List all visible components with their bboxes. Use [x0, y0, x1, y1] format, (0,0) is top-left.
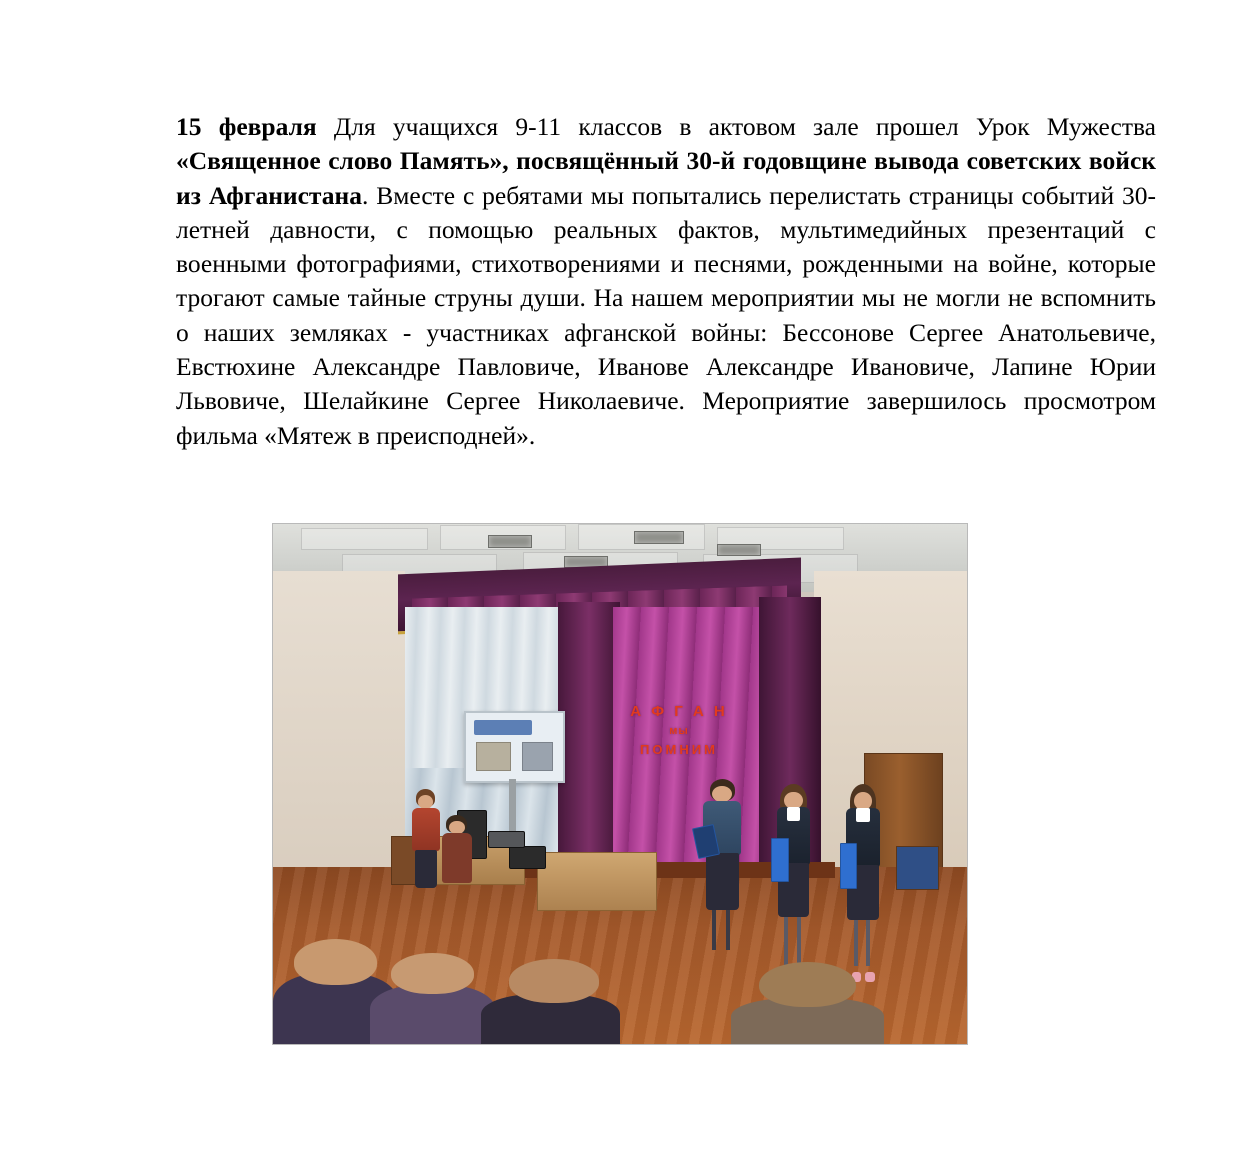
laptop [488, 831, 525, 849]
article-text-highlight: «Священное слово Память», посвящённый 30-й годовщине вывода советских войск из Афганистана [176, 146, 1156, 210]
event-photograph [272, 523, 968, 1045]
audience-head [391, 953, 474, 994]
article-paragraph [176, 110, 1156, 453]
slide-image-left [476, 742, 511, 771]
skirt [415, 850, 437, 888]
audience-head [294, 939, 377, 985]
ceiling-light [488, 535, 532, 548]
collar [856, 808, 869, 822]
person-operator [440, 815, 475, 883]
speaker [509, 846, 546, 869]
skirt [706, 853, 738, 909]
banner-line-3: ПОМНИМ [640, 741, 718, 757]
folder [771, 838, 789, 882]
article-text-block [176, 110, 1156, 453]
collar [787, 807, 800, 820]
projection-screen [464, 711, 565, 783]
article-date-lead: 15 февраля [176, 112, 317, 141]
slide-title-bar [474, 720, 532, 735]
slide-image-right [522, 742, 553, 771]
banner-line-2: мы [669, 725, 689, 738]
stage-banner-text [620, 701, 738, 760]
curtain-purple-left [558, 602, 620, 888]
ceiling-light [634, 531, 685, 544]
ceiling-tile [301, 528, 428, 550]
photo-scene [273, 524, 967, 1044]
folder [840, 843, 857, 888]
table-stage [537, 852, 657, 911]
head [449, 821, 464, 835]
article-text-part-3: . Вместе с ребятами мы попытались перелистать страницы событий 30-летней давности, с помощью реальных фактов, мультимедийных презентаций с военными фотографиями, стихотворениями и песнями, рожденными на войне, которые трогают самые тайные струны души. На нашем мероприятии мы не могли не вспомнить о наших земляках - участниках афганской войны: Бессонове Сергее Анатольевиче, Евстюхине Александре Павловиче, Иванове Александре Ивановиче, Лапине Юрии Львовиче, Шелайкине Сергее Николаевиче. Мероприятие завершилось просмотром фильма «Мятеж в преисподней». [176, 180, 1156, 450]
torso [442, 833, 473, 882]
wall-left [273, 571, 405, 904]
person-teacher-left [408, 789, 443, 888]
banner-line-1: А Ф Г А Н [630, 702, 728, 720]
audience-head [759, 962, 856, 1008]
chair-blue [896, 846, 940, 890]
audience-head [509, 959, 599, 1002]
article-text-part-1: Для учащихся 9-11 классов в актовом зале прошел Урок Мужества [316, 112, 1156, 141]
audience-foreground [273, 930, 967, 1044]
head [418, 795, 433, 809]
torso [412, 808, 440, 851]
ceiling-light [717, 544, 761, 555]
